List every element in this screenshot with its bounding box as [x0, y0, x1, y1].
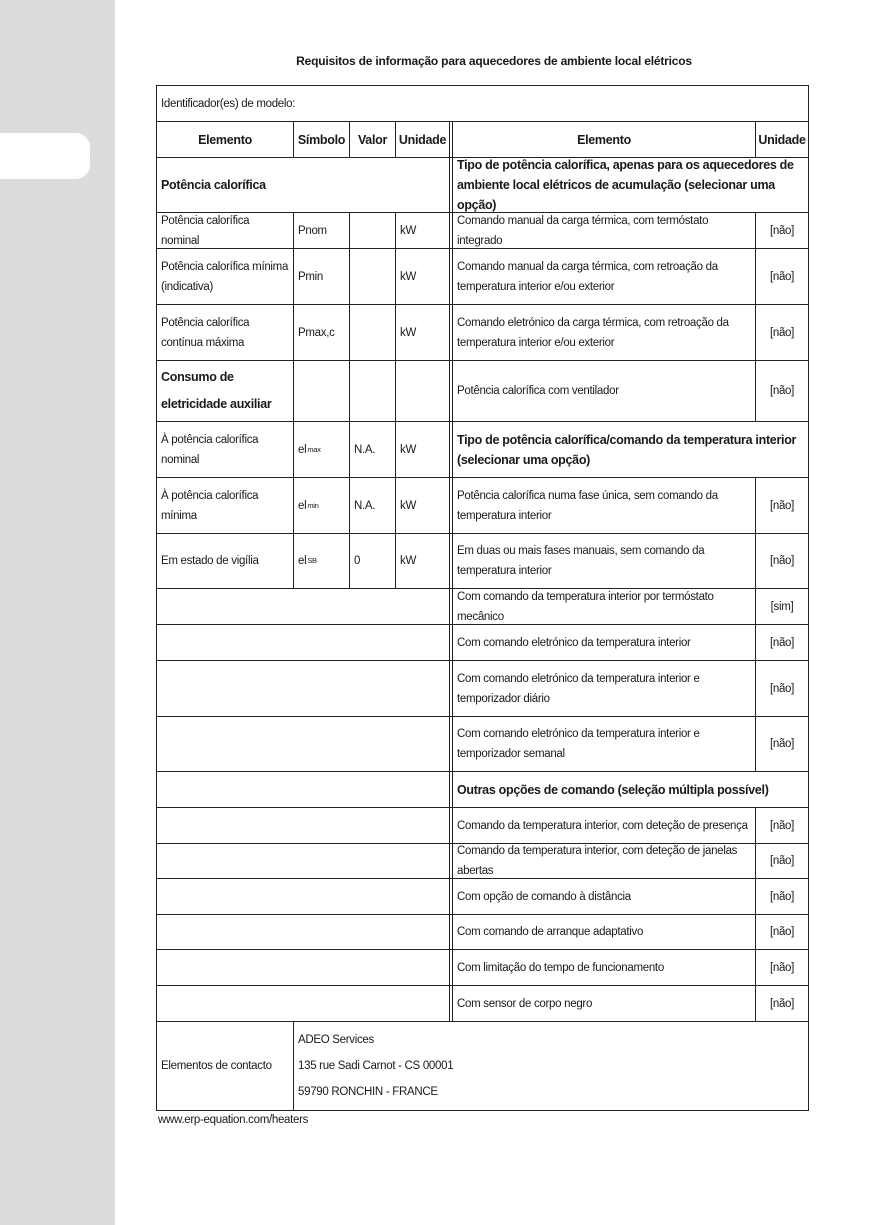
row-symbol	[293, 534, 349, 588]
symbol-base: el	[298, 555, 307, 567]
section-potencia-calorifica: Potência calorífica	[161, 178, 266, 192]
page-margin	[0, 0, 115, 1225]
table-row	[157, 361, 808, 422]
row-option-value: [não]	[755, 361, 808, 421]
empty-cell	[157, 950, 449, 985]
row-symbol	[293, 422, 349, 477]
row-option: Com comando eletrónico da temperatura interior e temporizador semanal	[449, 717, 755, 771]
row-option-value: [não]	[755, 213, 808, 248]
header-valor: Valor	[349, 122, 395, 157]
row-value	[349, 361, 395, 421]
symbol-subscript: SB	[307, 556, 317, 565]
row-symbol: Pmax,c	[293, 305, 349, 360]
row-option-value: [não]	[755, 844, 808, 878]
footer-url: www.erp-equation.com/heaters	[158, 1114, 309, 1126]
row-unit: kW	[395, 213, 449, 248]
row-unit	[395, 361, 449, 421]
header-simbolo: Símbolo	[293, 122, 349, 157]
table-row	[157, 717, 808, 772]
empty-cell	[157, 986, 449, 1021]
section-outras-opcoes: Outras opções de comando (seleção múltipla possível)	[449, 772, 808, 807]
header-unidade-right: Unidade	[755, 122, 808, 157]
row-symbol	[293, 478, 349, 533]
symbol-subscript: min	[307, 500, 319, 510]
row-option-value: [sim]	[755, 589, 808, 624]
row-element: Potência calorífica mínima (indicativa)	[161, 260, 289, 293]
info-table	[156, 85, 809, 1111]
row-option-value: [não]	[755, 305, 808, 360]
table-row	[157, 808, 808, 844]
contact-address	[293, 1022, 808, 1110]
row-value: 0	[349, 534, 395, 588]
table-row	[157, 625, 808, 661]
row-option: Com sensor de corpo negro	[449, 986, 755, 1021]
table-row	[157, 661, 808, 717]
row-option-value: [não]	[755, 534, 808, 588]
row-option-value: [não]	[755, 915, 808, 949]
row-option: Com comando de arranque adaptativo	[449, 915, 755, 949]
row-option: Comando da temperatura interior, com deteção de presença	[449, 808, 755, 843]
row-option-value: [não]	[755, 950, 808, 985]
table-row	[157, 950, 808, 986]
row-element: À potência calorífica nominal	[161, 433, 259, 466]
table-row	[157, 422, 808, 478]
contact-row	[157, 1022, 808, 1110]
row-option-value: [não]	[755, 808, 808, 843]
table-row	[157, 772, 808, 808]
row-element: Potência calorífica contínua máxima	[161, 316, 250, 349]
empty-cell	[157, 717, 449, 771]
symbol-base: el	[298, 443, 307, 456]
table-row	[157, 86, 808, 122]
contact-street: 135 rue Sadi Carnot - CS 00001	[298, 1060, 454, 1072]
row-option: Com limitação do tempo de funcionamento	[449, 950, 755, 985]
row-option: Com comando eletrónico da temperatura interior e temporizador diário	[449, 661, 755, 716]
row-unit: kW	[395, 249, 449, 304]
row-option: Potência calorífica com ventilador	[449, 361, 755, 421]
empty-cell	[157, 844, 449, 878]
table-row	[157, 158, 808, 213]
table-row	[157, 986, 808, 1022]
empty-cell	[157, 772, 449, 807]
row-value: N.A.	[349, 422, 395, 477]
contact-city: 59790 RONCHIN - FRANCE	[298, 1086, 438, 1098]
row-value	[349, 213, 395, 248]
contact-company: ADEO Services	[298, 1034, 374, 1046]
section-tipo-comando: Tipo de potência calorífica/comando da temperatura interior (selecionar uma opção)	[449, 422, 808, 477]
row-option: Comando manual da carga térmica, com retroação da temperatura interior e/ou exterior	[449, 249, 755, 304]
page-tab	[0, 133, 90, 179]
row-option-value: [não]	[755, 249, 808, 304]
table-row	[157, 844, 808, 879]
table-row	[157, 249, 808, 305]
table-header-row	[157, 122, 808, 158]
row-option-value: [não]	[755, 625, 808, 660]
row-option-value: [não]	[755, 879, 808, 914]
row-option: Comando da temperatura interior, com deteção de janelas abertas	[449, 844, 755, 878]
row-element: Potência calorífica nominal	[161, 214, 250, 247]
row-option-value: [não]	[755, 478, 808, 533]
row-option: Com comando da temperatura interior por termóstato mecânico	[449, 589, 755, 624]
row-value	[349, 305, 395, 360]
row-option-value: [não]	[755, 986, 808, 1021]
row-symbol	[293, 361, 349, 421]
row-option: Potência calorífica numa fase única, sem comando da temperatura interior	[449, 478, 755, 533]
table-row	[157, 213, 808, 249]
row-option-value: [não]	[755, 661, 808, 716]
row-option: Comando eletrónico da carga térmica, com retroação da temperatura interior e/ou exterior	[449, 305, 755, 360]
row-value	[349, 249, 395, 304]
row-element: À potência calorífica mínima	[161, 489, 259, 522]
empty-cell	[157, 915, 449, 949]
table-row	[157, 879, 808, 915]
table-row	[157, 915, 808, 950]
empty-cell	[157, 808, 449, 843]
header-elemento-right: Elemento	[449, 122, 755, 157]
table-row	[157, 305, 808, 361]
row-option: Com opção de comando à distância	[449, 879, 755, 914]
row-option-value: [não]	[755, 717, 808, 771]
row-symbol: Pnom	[293, 213, 349, 248]
row-element: Em estado de vigília	[161, 555, 259, 567]
empty-cell	[157, 661, 449, 716]
empty-cell	[157, 879, 449, 914]
row-unit: kW	[395, 534, 449, 588]
row-value: N.A.	[349, 478, 395, 533]
row-unit: kW	[395, 478, 449, 533]
row-option: Comando manual da carga térmica, com termóstato integrado	[449, 213, 755, 248]
table-row	[157, 478, 808, 534]
row-unit: kW	[395, 422, 449, 477]
table-row	[157, 534, 808, 589]
header-elemento-left: Elemento	[198, 132, 252, 147]
section-tipo-acumulacao: Tipo de potência calorífica, apenas para os aquecedores de ambiente local elétricos de acumulação (selecionar uma opção)	[449, 158, 808, 212]
model-identifier-label: Identificador(es) de modelo:	[161, 97, 296, 110]
row-option: Com comando eletrónico da temperatura interior	[449, 625, 755, 660]
header-unidade-left: Unidade	[395, 122, 449, 157]
symbol-base: el	[298, 499, 307, 512]
section-consumo-auxiliar: Consumo de eletricidade auxiliar	[161, 370, 272, 411]
page-title: Requisitos de informação para aquecedores de ambiente local elétricos	[296, 54, 692, 68]
empty-cell	[157, 625, 449, 660]
symbol-subscript: max	[307, 444, 321, 454]
row-symbol: Pmin	[293, 249, 349, 304]
row-unit: kW	[395, 305, 449, 360]
empty-cell	[157, 589, 449, 624]
table-row	[157, 589, 808, 625]
contact-label: Elementos de contacto	[161, 1060, 272, 1072]
row-option: Em duas ou mais fases manuais, sem comando da temperatura interior	[449, 534, 755, 588]
